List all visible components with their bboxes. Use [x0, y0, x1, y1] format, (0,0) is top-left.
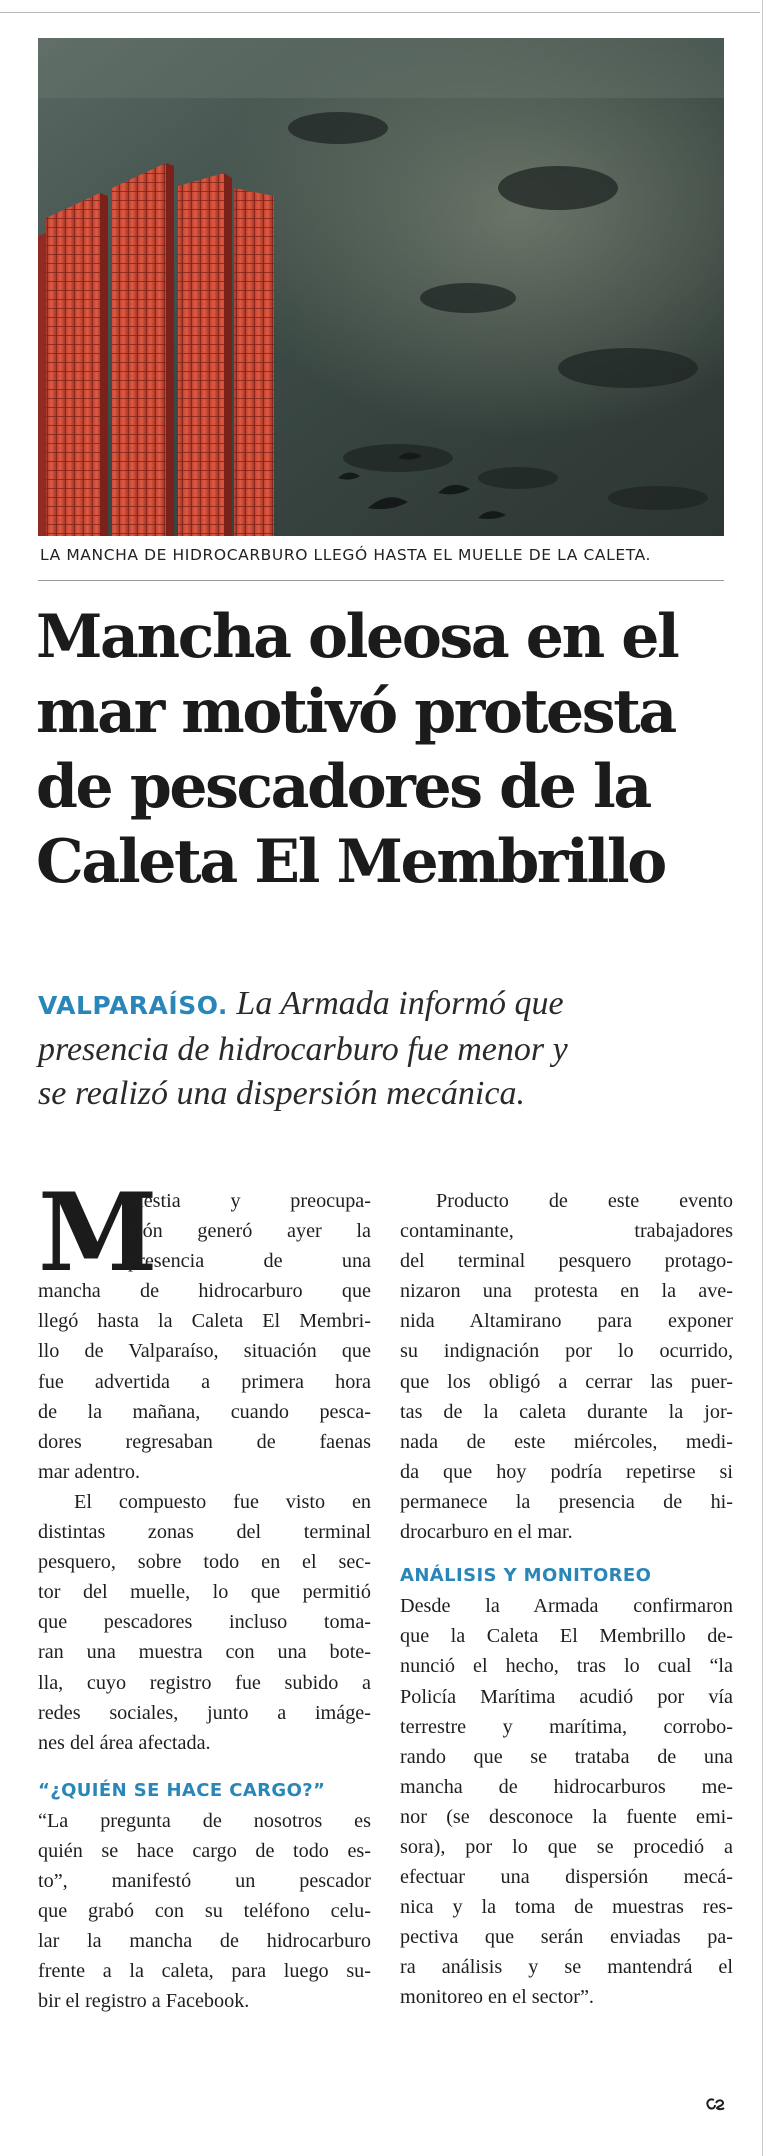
text-line: mar adentro.	[38, 1460, 141, 1483]
text-line: que la Caleta El Membrillo de-	[400, 1625, 733, 1648]
subhead-block	[400, 1561, 733, 1591]
headline-line: mar motivó protesta	[36, 677, 675, 747]
text-line: rando que se trataba de una	[400, 1745, 733, 1768]
text-line: que pescadores incluso toma-	[38, 1611, 371, 1634]
text-line: nes del área afectada.	[38, 1731, 211, 1754]
text-line: frente a la caleta, para luego su-	[38, 1960, 371, 1983]
end-of-article-icon	[705, 2097, 725, 2111]
text-line: monitoreo en el sector”.	[400, 1986, 594, 2009]
text-line: to”, manifestó un pescador	[38, 1870, 371, 1893]
text-line: del terminal pesquero protago-	[400, 1250, 733, 1273]
text-line: pectiva que serán enviadas pa-	[400, 1926, 733, 1949]
text-line: nida Altamirano para exponer	[400, 1310, 733, 1333]
text-line: tas de la caleta durante la jor-	[400, 1400, 733, 1423]
text-line: de la mañana, cuando pesca-	[38, 1400, 371, 1423]
dateline-place: VALPARAÍSO.	[38, 991, 228, 1020]
harbor-photo	[38, 38, 724, 536]
text-line: tor del muelle, lo que permitió	[38, 1581, 371, 1604]
subhead-block	[38, 1776, 371, 1806]
text-line: que grabó con su teléfono celu-	[38, 1900, 371, 1923]
text-line: Desde la Armada confirmaron	[400, 1595, 733, 1618]
dropcap: M	[38, 1170, 158, 1296]
text-line: presencia de una	[128, 1250, 371, 1273]
photo-caption: LA MANCHA DE HIDROCARBURO LLEGÓ HASTA EL MUELLE DE LA CALETA.	[40, 546, 652, 564]
headline-line: Caleta El Membrillo	[36, 827, 665, 897]
text-line: nada de este miércoles, medi-	[400, 1430, 733, 1453]
paragraph	[400, 1186, 733, 1547]
text-line: permanece la presencia de hi-	[400, 1490, 733, 1513]
harbor-photo-icon	[38, 38, 724, 536]
text-line: Policía Marítima acudió por vía	[400, 1685, 733, 1708]
lead-text: La Armada informó que	[236, 985, 564, 1022]
subhead-quien: “¿QUIÉN SE HACE CARGO?”	[38, 1779, 326, 1801]
paragraph-intro	[38, 1170, 371, 1487]
text-line: nica y la toma de muestras res-	[400, 1896, 733, 1919]
text-line: ción generó ayer la	[128, 1220, 371, 1243]
text-line: nor (se desconoce la fuente emi-	[400, 1805, 733, 1828]
left-column	[38, 1170, 371, 2017]
text-line: terrestre y marítima, corrobo-	[400, 1715, 733, 1738]
text-line: mancha de hidrocarburos me-	[400, 1775, 733, 1798]
lead-line: se realizó una dispersión mecánica.	[38, 1075, 525, 1112]
text-line: “La pregunta de nosotros es	[38, 1809, 371, 1832]
text-line: que los obligó a cerrar las puer-	[400, 1370, 733, 1393]
paragraph	[38, 1806, 371, 2017]
text-line: llegó hasta la Caleta El Membri-	[38, 1310, 371, 1333]
text-line: mancha de hidrocarburo que	[38, 1280, 371, 1303]
subhead-analisis: ANÁLISIS Y MONITOREO	[400, 1565, 652, 1587]
text-line: llo de Valparaíso, situación que	[38, 1340, 371, 1363]
text-line: sora), por lo que se procedió a	[400, 1835, 733, 1858]
headline-line: de pescadores de la	[36, 752, 650, 822]
text-line: lar la mancha de hidrocarburo	[38, 1930, 371, 1953]
text-line: lla, cuyo registro fue subido a	[38, 1671, 371, 1694]
paragraph	[38, 1487, 371, 1758]
lead-paragraph	[38, 982, 738, 1116]
text-line: efectuar una dispersión mecá-	[400, 1866, 733, 1889]
text-line: dores regresaban de faenas	[38, 1430, 371, 1453]
headline-line: Mancha oleosa en el	[36, 602, 678, 672]
text-line: su indignación por lo ocurrido,	[400, 1340, 733, 1363]
text-line: ran una muestra con una bote-	[38, 1641, 371, 1664]
text-line: drocarburo en el mar.	[400, 1521, 573, 1544]
text-line: contaminante, trabajadores	[400, 1220, 733, 1243]
right-edge-rule	[762, 0, 763, 2156]
text-line: redes sociales, junto a imáge-	[38, 1701, 371, 1724]
text-line: ra análisis y se mantendrá el	[400, 1956, 733, 1979]
text-line: distintas zonas del terminal	[38, 1521, 371, 1544]
headline	[36, 600, 736, 900]
paragraph	[400, 1591, 733, 2012]
text-line: olestia y preocupa-	[128, 1190, 371, 1212]
text-line: da que hoy podría repetirse si	[400, 1460, 733, 1483]
right-column	[400, 1186, 733, 2013]
text-line: El compuesto fue visto en	[74, 1490, 371, 1513]
text-line: pesquero, sobre todo en el sec-	[38, 1551, 371, 1574]
text-line: nizaron una protesta en la ave-	[400, 1280, 733, 1303]
text-line: quién se hace cargo de todo es-	[38, 1839, 371, 1862]
lead-line: presencia de hidrocarburo fue menor y	[38, 1031, 568, 1068]
text-line: fue advertida a primera hora	[38, 1370, 371, 1393]
top-rule	[0, 12, 760, 13]
text-line: nunció el hecho, tras lo cual “la	[400, 1655, 733, 1678]
caption-divider	[38, 580, 724, 581]
lead-line	[38, 982, 738, 1028]
text-line: Producto de este evento	[436, 1190, 733, 1212]
text-line: bir el registro a Facebook.	[38, 1990, 250, 2013]
